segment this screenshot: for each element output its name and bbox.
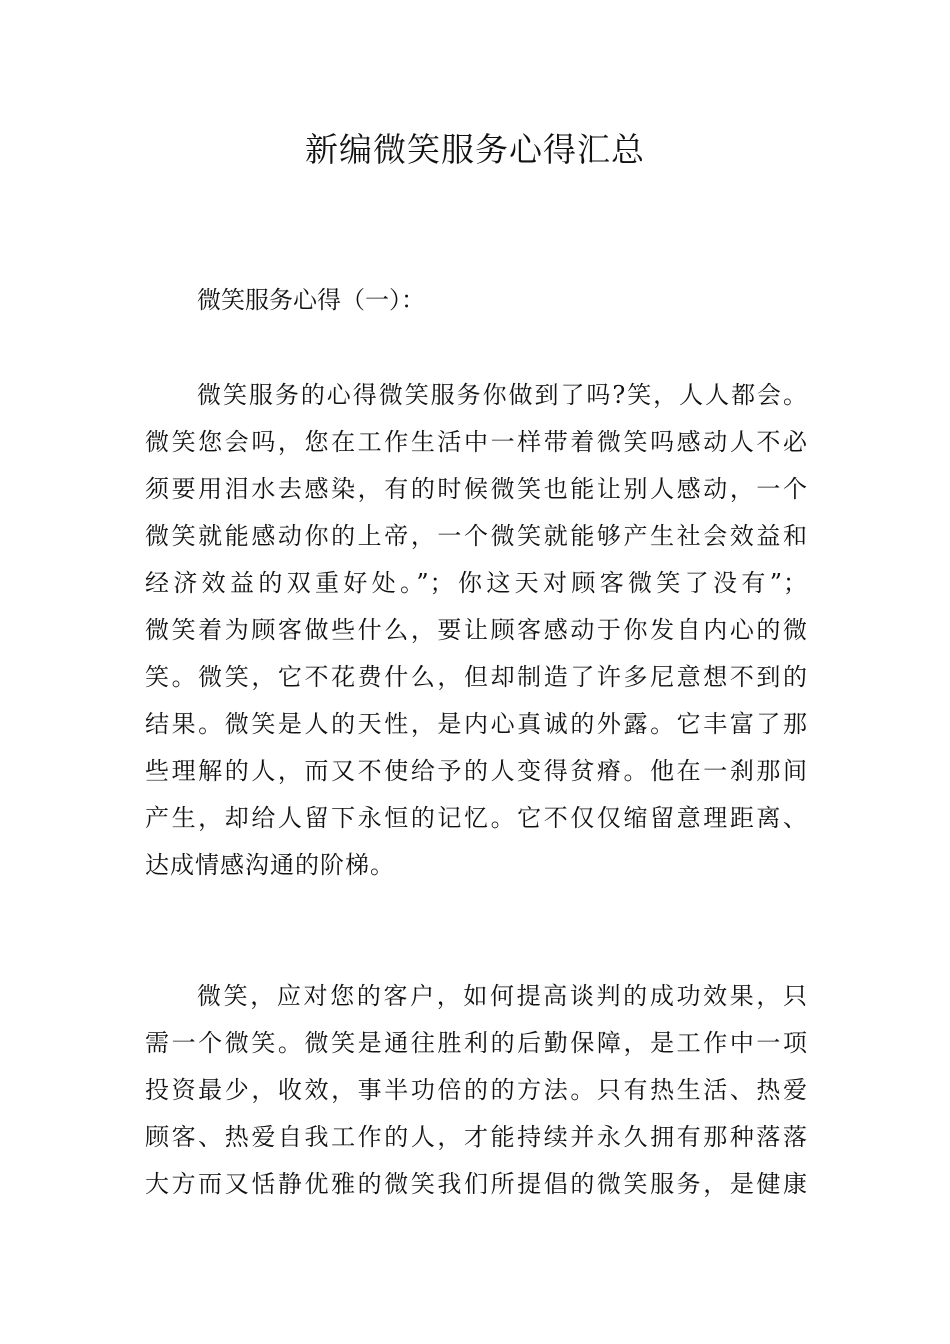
paragraph-line: 微笑就能感动你的上帝，一个微笑就能够产生社会效益和 [145, 522, 808, 550]
paragraph-line: 些理解的人，而又不使给予的人变得贫瘠。他在一刹那间 [145, 757, 808, 785]
paragraph-line: 须要用泪水去感染，有的时候微笑也能让别人感动，一个 [145, 475, 808, 503]
paragraph-line: 结果。微笑是人的天性，是内心真诚的外露。它丰富了那 [145, 710, 808, 738]
paragraph-line: 笑。微笑，它不花费什么，但却制造了许多尼意想不到的 [145, 663, 808, 691]
paragraph-1 [145, 372, 808, 889]
paragraph-2 [145, 973, 808, 1208]
paragraph-line: 需一个微笑。微笑是通往胜利的后勤保障，是工作中一项 [145, 1029, 808, 1057]
section-heading: 微笑服务心得（一）： [197, 286, 425, 314]
paragraph-line: 达成情感沟通的阶梯。 [145, 851, 395, 879]
paragraph-line: 投资最少，收效，事半功倍的的方法。只有热生活、热爱 [145, 1076, 808, 1104]
paragraph-line: 微笑您会吗，您在工作生活中一样带着微笑吗感动人不必 [145, 428, 808, 456]
paragraph-line: 微笑服务的心得微笑服务你做到了吗?笑，人人都会。 [197, 381, 808, 409]
paragraph-line: 大方而又恬静优雅的微笑我们所提倡的微笑服务，是健康 [145, 1170, 808, 1198]
paragraph-line: 微笑着为顾客做些什么，要让顾客感动于你发自内心的微 [145, 616, 808, 644]
paragraph-line: 经济效益的双重好处。”；你这天对顾客微笑了没有”； [145, 569, 808, 597]
paragraph-line: 顾客、热爱自我工作的人，才能持续并永久拥有那种落落 [145, 1123, 808, 1151]
document-title: 新编微笑服务心得汇总 [305, 130, 645, 169]
paragraph-line: 微笑，应对您的客户，如何提高谈判的成功效果，只 [197, 982, 808, 1010]
paragraph-line: 产生，却给人留下永恒的记忆。它不仅仅缩留意理距离、 [145, 804, 808, 832]
